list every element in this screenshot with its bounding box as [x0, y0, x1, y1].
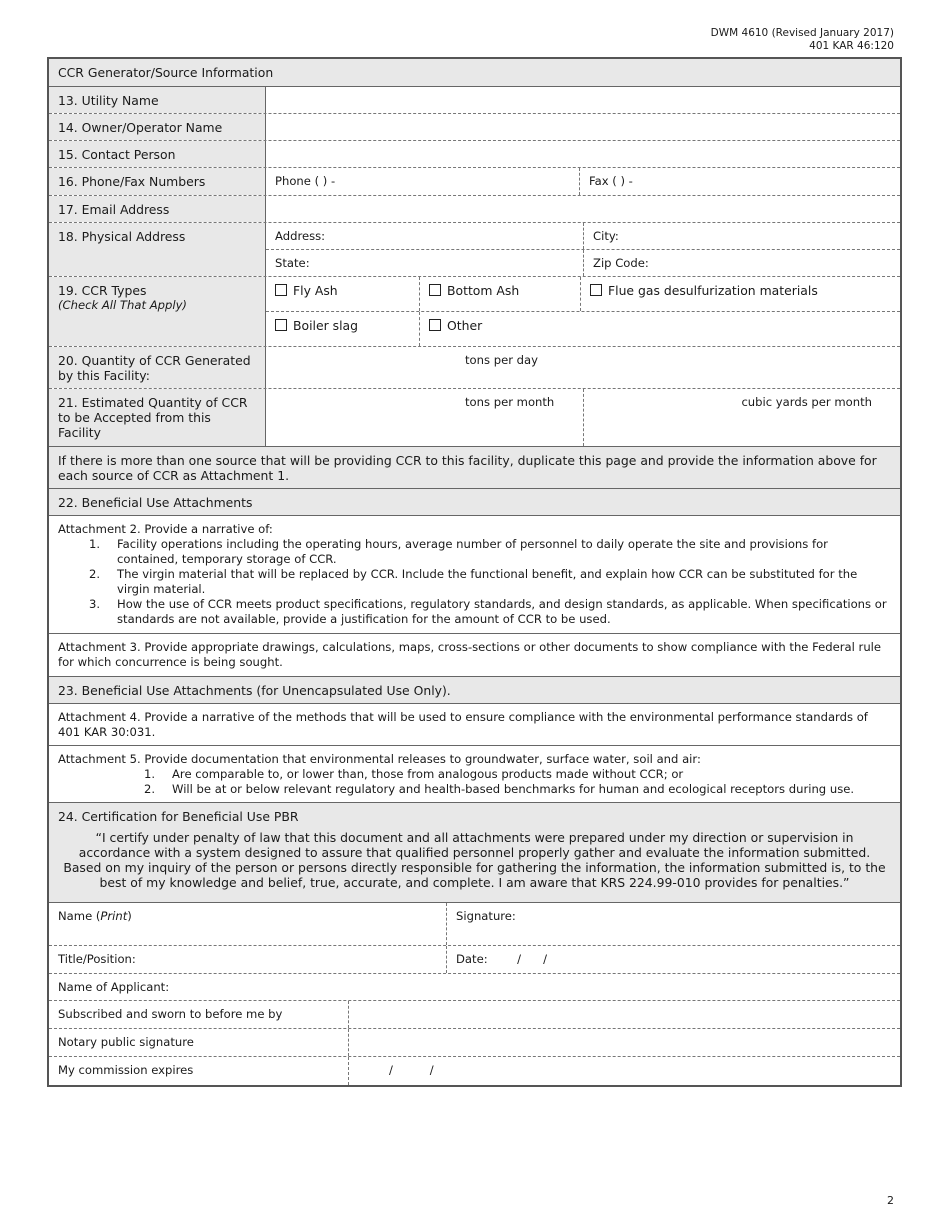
- tons-per-day-unit: tons per day: [465, 353, 538, 367]
- physical-address-label: 18. Physical Address: [49, 223, 266, 276]
- city-field[interactable]: City:: [593, 229, 619, 243]
- attachment-5-intro: Attachment 5. Provide documentation that environmental releases to groundwater, surface water, soil and air:: [58, 752, 701, 766]
- ccr-types-label-cell: [49, 277, 266, 346]
- flue-gas-label: Flue gas desulfurization materials: [608, 283, 818, 298]
- regulation-reference: 401 KAR 46:120: [809, 40, 894, 52]
- flue-gas-option[interactable]: [581, 277, 900, 311]
- phone-field[interactable]: Phone ( ) -: [266, 168, 580, 195]
- duplicate-note-row: [49, 447, 900, 489]
- cubic-yards-field[interactable]: [584, 389, 900, 446]
- cubic-yards-unit: cubic yards per month: [741, 395, 872, 409]
- attachment-2-item: 1. Facility operations including the operating hours, average number of personnel to daily operate the site and provisions for contained, temporary storage of CCR.: [89, 537, 828, 566]
- bottom-ash-label: Bottom Ash: [447, 283, 520, 298]
- owner-operator-label: 14. Owner/Operator Name: [49, 114, 266, 140]
- owner-operator-row: [49, 114, 900, 141]
- applicant-name-field[interactable]: Name of Applicant:: [58, 980, 170, 994]
- ccr-types-options: [266, 277, 900, 346]
- subscribed-field[interactable]: [349, 1001, 900, 1028]
- flue-gas-checkbox[interactable]: [590, 284, 602, 296]
- name-label-close: ): [127, 909, 132, 923]
- boiler-slag-option[interactable]: [266, 312, 420, 347]
- estimated-quantity-label: 21. Estimated Quantity of CCR to be Accepted from this Facility: [49, 389, 266, 446]
- form-id: DWM 4610 (Revised January 2017): [710, 27, 894, 39]
- attachment-5-item: 2. Will be at or below relevant regulatory and health-based benchmarks for human and ecological receptors during use.: [144, 782, 855, 796]
- title-position-field[interactable]: Title/Position:: [49, 946, 447, 973]
- fly-ash-label: Fly Ash: [293, 283, 338, 298]
- section-23-title: 23. Beneficial Use Attachments (for Unencapsulated Use Only).: [58, 683, 451, 698]
- ccr-types-row: [49, 277, 900, 347]
- boiler-slag-label: Boiler slag: [293, 317, 358, 333]
- signature-field[interactable]: Signature:: [456, 909, 516, 923]
- email-row: [49, 196, 900, 223]
- other-label: Other: [447, 317, 483, 333]
- date-field[interactable]: Date: / /: [456, 952, 548, 966]
- other-checkbox[interactable]: [429, 319, 441, 331]
- physical-address-row: [49, 223, 900, 277]
- attachment-2-row: [49, 516, 900, 634]
- subscribed-row: [49, 1001, 900, 1029]
- notary-row: [49, 1029, 900, 1057]
- notary-signature-field[interactable]: [349, 1029, 900, 1056]
- attachment-5: [49, 746, 900, 802]
- notary-label: Notary public signature: [49, 1029, 349, 1056]
- subscribed-label: Subscribed and sworn to before me by: [49, 1001, 349, 1028]
- utility-name-label: 13. Utility Name: [49, 87, 266, 113]
- certification-title: 24. Certification for Beneficial Use PBR: [58, 809, 299, 824]
- commission-label: My commission expires: [49, 1057, 349, 1085]
- bottom-ash-option[interactable]: [420, 277, 581, 311]
- certification-statement: “I certify under penalty of law that this document and all attachments were prepared under my direction or supervision in accordance with a system designed to assure that qualified personnel properly gather and evaluate the information submitted. Based on my inquiry of the person or persons directly responsible for gathering the information, the information submitted is, to the best of my knowledge and belief, true, accurate, and complete. I am aware that KRS 224.99-010 provides for penalties.”: [63, 830, 886, 890]
- email-field[interactable]: [266, 196, 900, 222]
- attachment-5-item: 1. Are comparable to, or lower than, those from analogous products made without CCR; or: [144, 767, 684, 781]
- fly-ash-checkbox[interactable]: [275, 284, 287, 296]
- attachment-5-list: [58, 767, 891, 797]
- section-header-ccr-source: [49, 59, 900, 87]
- section-22-title: 22. Beneficial Use Attachments: [58, 495, 253, 510]
- attachment-4: Attachment 4. Provide a narrative of the methods that will be used to ensure compliance with the environmental performance standards of 401 KAR 30:031.: [58, 710, 868, 739]
- quantity-generated-field[interactable]: [266, 347, 900, 388]
- ccr-types-label: 19. CCR Types: [58, 283, 147, 298]
- fax-field[interactable]: Fax ( ) -: [589, 174, 633, 188]
- phone-fax-row: [49, 168, 900, 196]
- attachment-2: [49, 516, 900, 633]
- attachment-2-item: 3. How the use of CCR meets product specifications, regulatory standards, and design standards, as applicable. When specifications or standards are not available, provide a justification for the amount of CCR to be used.: [89, 597, 887, 626]
- attachment-4-row: [49, 704, 900, 746]
- tons-per-month-field[interactable]: [266, 389, 584, 446]
- attachment-5-row: [49, 746, 900, 803]
- contact-person-label: 15. Contact Person: [49, 141, 266, 167]
- title-date-row: [49, 946, 900, 974]
- certification-block: [49, 803, 900, 903]
- page-number: 2: [887, 1194, 894, 1207]
- address-field[interactable]: Address:: [266, 223, 584, 249]
- physical-address-fields: [266, 223, 900, 276]
- other-option[interactable]: [420, 312, 900, 347]
- utility-name-row: [49, 87, 900, 114]
- attachment-3: Attachment 3. Provide appropriate drawings, calculations, maps, cross-sections or other documents to show compliance with the Federal rule for which concurrence is being sought.: [58, 640, 882, 669]
- section-23-header: [49, 677, 900, 704]
- zip-field[interactable]: Zip Code:: [593, 255, 649, 270]
- ccr-types-sublabel: (Check All That Apply): [58, 298, 187, 312]
- name-print-field[interactable]: [49, 903, 447, 945]
- ccr-types-subrow-1: [266, 277, 900, 312]
- attachment-2-intro: Attachment 2. Provide a narrative of:: [58, 522, 273, 536]
- applicant-row: [49, 974, 900, 1001]
- estimated-quantity-row: [49, 389, 900, 447]
- fly-ash-option[interactable]: [266, 277, 420, 311]
- form-header: [711, 27, 894, 53]
- state-field[interactable]: State:: [266, 250, 584, 276]
- name-signature-row: [49, 903, 900, 946]
- attachment-3-row: [49, 634, 900, 677]
- name-print-hint: Print: [100, 909, 128, 923]
- bottom-ash-checkbox[interactable]: [429, 284, 441, 296]
- state-subrow: [266, 250, 900, 276]
- utility-name-field[interactable]: [266, 87, 900, 113]
- contact-person-row: [49, 141, 900, 168]
- duplicate-note: If there is more than one source that will be providing CCR to this facility, duplicate this page and provide the information above for each source of CCR as Attachment 1.: [58, 453, 877, 483]
- section-title: CCR Generator/Source Information: [58, 65, 274, 80]
- quantity-generated-row: [49, 347, 900, 389]
- commission-date-field[interactable]: / /: [389, 1063, 434, 1077]
- boiler-slag-checkbox[interactable]: [275, 319, 287, 331]
- name-label: Name (: [58, 909, 101, 923]
- section-22-header: [49, 489, 900, 516]
- address-subrow: [266, 223, 900, 250]
- ccr-types-subrow-2: [266, 312, 900, 347]
- owner-operator-field[interactable]: [266, 114, 900, 140]
- attachment-2-item: 2. The virgin material that will be replaced by CCR. Include the functional benefit, and explain how CCR can be substituted for the virgin material.: [89, 567, 858, 596]
- quantity-generated-label: 20. Quantity of CCR Generated by this Facility:: [49, 347, 266, 388]
- tons-per-month-unit: tons per month: [465, 395, 555, 409]
- commission-row: [49, 1057, 900, 1085]
- contact-person-field[interactable]: [266, 141, 900, 167]
- email-label: 17. Email Address: [49, 196, 266, 222]
- attachment-2-list: [58, 537, 891, 627]
- ccr-form: [47, 57, 902, 1087]
- phone-fax-label: 16. Phone/Fax Numbers: [49, 168, 266, 195]
